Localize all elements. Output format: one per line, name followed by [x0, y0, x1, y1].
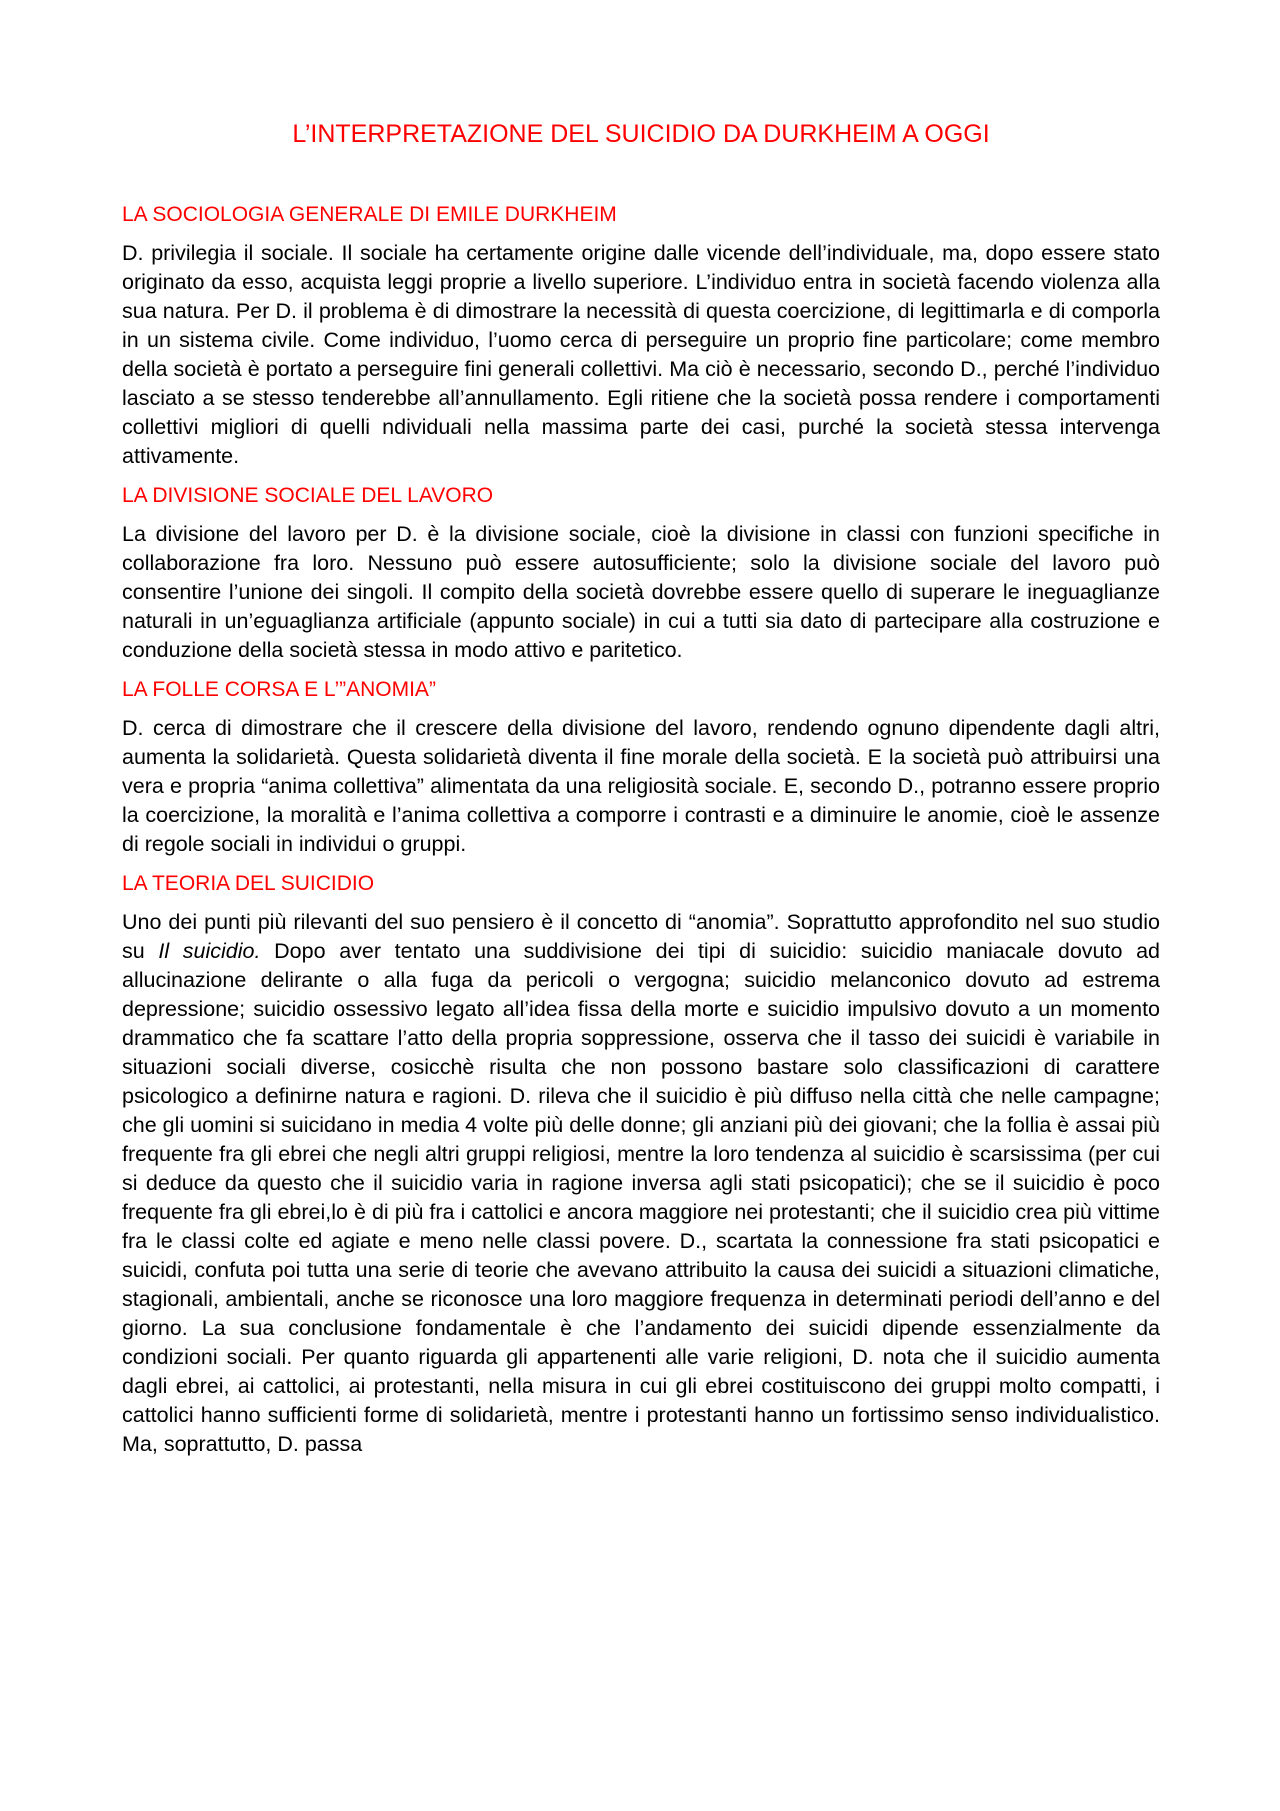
section-sociologia-generale	[122, 202, 1160, 471]
section-paragraph	[122, 908, 1160, 1459]
section-paragraph: D. cerca di dimostrare che il crescere della divisione del lavoro, rendendo ognuno dipendente dagli altri, aumenta la solidarietà. Questa solidarietà diventa il fine morale della società. E la società può attribuirsi una vera e propria “anima collettiva” alimentata da una religiosità sociale. E, secondo D., potranno essere proprio la coercizione, la moralità e l’anima collettiva a comporre i contrasti e a diminuire le anomie, cioè le assenze di regole sociali in individui o gruppi.	[122, 716, 1160, 856]
section-teoria-suicidio	[122, 871, 1160, 1459]
section-folle-corsa-anomia	[122, 677, 1160, 859]
section-heading: LA FOLLE CORSA E L’”ANOMIA”	[122, 678, 436, 701]
section-paragraph: D. privilegia il sociale. Il sociale ha certamente origine dalle vicende dell’individuale, ma, dopo essere stato originato da esso, acquista leggi proprie a livello superiore. L’individuo entra in società facendo violenza alla sua natura. Per D. il problema è di dimostrare la necessità di questa coercizione, di legittimarla e di comporla in un sistema civile. Come individuo, l’uomo cerca di perseguire un proprio fine particolare; come membro della società è portato a perseguire fini generali collettivi. Ma ciò è necessario, secondo D., perché l’individuo lasciato a se stesso tenderebbe all’annullamento. Egli ritiene che la società possa rendere i comportamenti collettivi migliori di quelli ndividuali nella massima parte dei casi, purché la società stessa intervenga attivamente.	[122, 241, 1160, 468]
document-page	[122, 118, 1160, 1471]
book-title-italic: Il suicidio.	[158, 939, 261, 963]
section-heading: LA SOCIOLOGIA GENERALE DI EMILE DURKHEIM	[122, 203, 617, 226]
section-divisione-sociale	[122, 483, 1160, 665]
document-title: L’INTERPRETAZIONE DEL SUICIDIO DA DURKHEIM A OGGI	[292, 120, 990, 148]
section-paragraph: La divisione del lavoro per D. è la divisione sociale, cioè la divisione in classi con funzioni specifiche in collaborazione fra loro. Nessuno può essere autosufficiente; solo la divisione sociale del lavoro può consentire l’unione dei singoli. Il compito della società dovrebbe essere quello di superare le ineguaglianze naturali in un’eguaglianza artificiale (appunto sociale) in cui a tutti sia dato di partecipare alla costruzione e conduzione della società stessa in modo attivo e paritetico.	[122, 522, 1160, 662]
paragraph-text-after-title: Dopo aver tentato una suddivisione dei tipi di suicidio: suicidio maniacale dovuto ad allucinazione delirante o alla fuga da pericoli o vergogna; suicidio melanconico dovuto ad estrema depressione; suicidio ossessivo legato all’idea fissa della morte e suicidio impulsivo dovuto a un momento drammatico che fa scattare l’atto della propria soppressione, osserva che il tasso dei suicidi è variabile in situazioni sociali diverse, cosicchè risulta che non possono bastare solo classificazioni di carattere psicologico a definirne natura e ragioni. D. rileva che il suicidio è più diffuso nella città che nelle campagne; che gli uomini si suicidano in media 4 volte più delle donne; gli anziani più dei giovani; che la follia è assai più frequente fra gli ebrei che negli altri gruppi religiosi, mentre la loro tendenza al suicidio è scarsissima (per cui si deduce da questo che il suicidio varia in ragione inversa agli stati psicopatici); che se il suicidio è poco frequente fra gli ebrei,lo è di più fra i cattolici e ancora maggiore nei protestanti; che il suicidio crea più vittime fra le classi colte ed agiate e meno nelle classi povere. D., scartata la connessione fra stati psicopatici e suicidi, confuta poi tutta una serie di teorie che avevano attribuito la causa dei suicidi a situazioni climatiche, stagionali, ambientali, anche se riconosce una loro maggiore frequenza in determinati periodi dell’anno e del giorno. La sua conclusione fondamentale è che l’andamento dei suicidi dipende essenzialmente da condizioni sociali. Per quanto riguarda gli appartenenti alle varie religioni, D. nota che il suicidio aumenta dagli ebrei, ai cattolici, ai protestanti, nella misura in cui gli ebrei costituiscono dei gruppi molto compatti, i cattolici hanno sufficienti forme di solidarietà, mentre i protestanti hanno un fortissimo senso individualistico. Ma, soprattutto, D. passa	[122, 939, 1160, 1456]
section-heading: LA DIVISIONE SOCIALE DEL LAVORO	[122, 484, 494, 507]
section-heading: LA TEORIA DEL SUICIDIO	[122, 872, 375, 895]
paragraph-text-before-title: Uno dei punti più rilevanti del suo pensiero è il concetto di “anomia”. Soprattutto approfondito nel suo studio su	[122, 910, 1160, 963]
